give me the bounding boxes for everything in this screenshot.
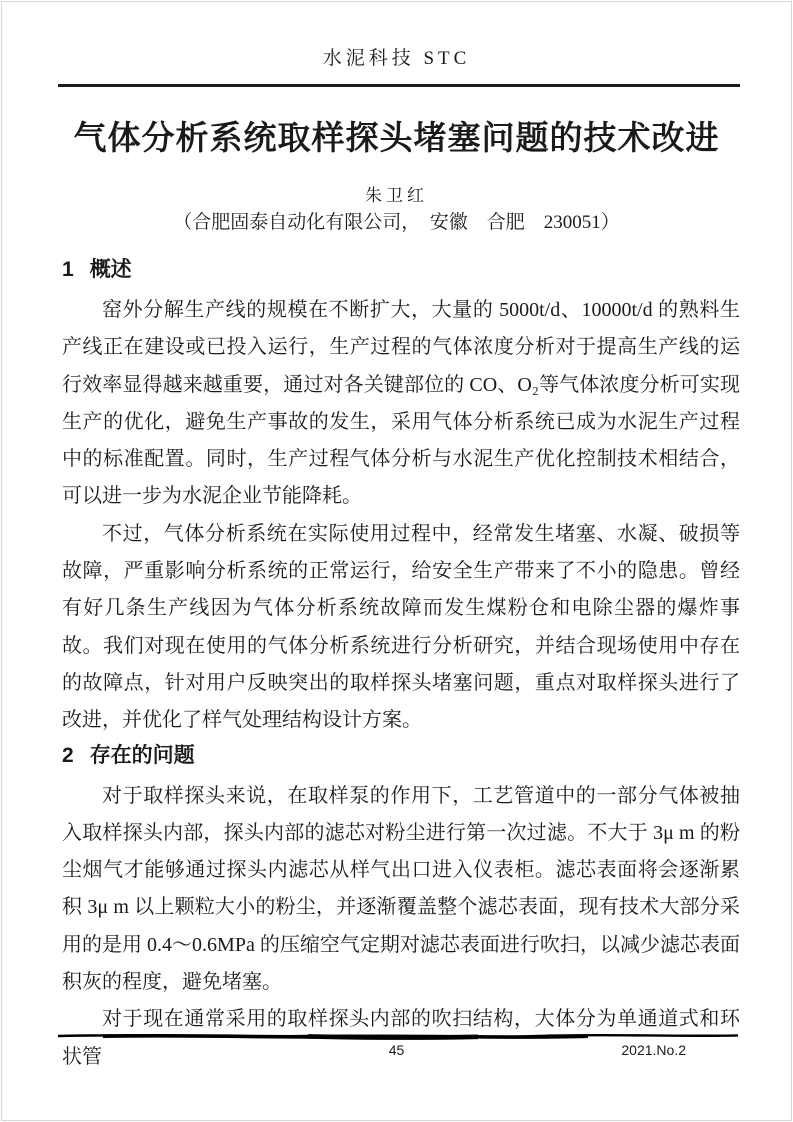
paragraph: 窑外分解生产线的规模在不断扩大，大量的 5000t/d、10000t/d 的熟料生产线正在建设或已投入运行，生产过程的气体浓度分析对于提高生产线的运行效率显得越来越重要，通过对各关键部位的 CO、O₂等气体浓度分析可实现生产的优化，避免生产事故的发生，采用气体分析系统已成为水泥生产过程中的标准配置。同时，生产过程气体分析与水泥生产优化控制技术相结合，可以进一步为水泥企业节能降耗。 [62,299,740,508]
issue-label: 2021.No.2 [621,1042,686,1058]
author-name: 朱卫红 [365,186,428,205]
header-rule [58,84,740,87]
section-title: 概述 [89,258,132,281]
journal-running-head: 水泥科技 STC [322,48,471,69]
section-number: 1 [62,258,74,281]
section-heading-2 [62,742,740,770]
author-affiliation: （合肥固泰自动化有限公司， 安徽 合肥 230051） [173,212,620,233]
page-number: 45 [388,1042,405,1058]
article-title: 气体分析系统取样探头堵塞问题的技术改进 [73,119,720,156]
paragraph: 对于现在通常采用的取样探头内部的吹扫结构，大体分为单通道式和环状管 [62,1008,740,1068]
footer-row [0,1042,793,1062]
footer-rule [58,1031,738,1041]
paragraph: 对于取样探头来说，在取样泵的作用下，工艺管道中的一部分气体被抽入取样探头内部，探头内部的滤芯对粉尘进行第一次过滤。不大于 3μ m 的粉尘烟气才能够通过探头内滤芯从样气出口进入仪表柜。滤芯表面将会逐渐累积 3μ m 以上颗粒大小的粉尘，并逐渐覆盖整个滤芯表面，现有技术大部分采用的是用 0.4～0.6MPa 的压缩空气定期对滤芯表面进行吹扫，以减少滤芯表面积灰的程度，避免堵塞。 [62,784,740,994]
page-footer [0,1031,793,1062]
article-body [62,256,740,1076]
section-heading-1 [62,256,740,284]
section-number: 2 [62,743,74,767]
section-title: 存在的问题 [89,743,195,767]
paragraph: 不过，气体分析系统在实际使用过程中，经常发生堵塞、水凝、破损等故障，严重影响分析系统的正常运行，给安全生产带来了不小的隐患。曾经有好几条生产线因为气体分析系统故障而发生煤粉仓和电除尘器的爆炸事故。我们对现在使用的气体分析系统进行分析研究，并结合现场使用中存在的故障点，针对用户反映突出的取样探头堵塞问题，重点对取样探头进行了改进，并优化了样气处理结构设计方案。 [62,522,740,732]
